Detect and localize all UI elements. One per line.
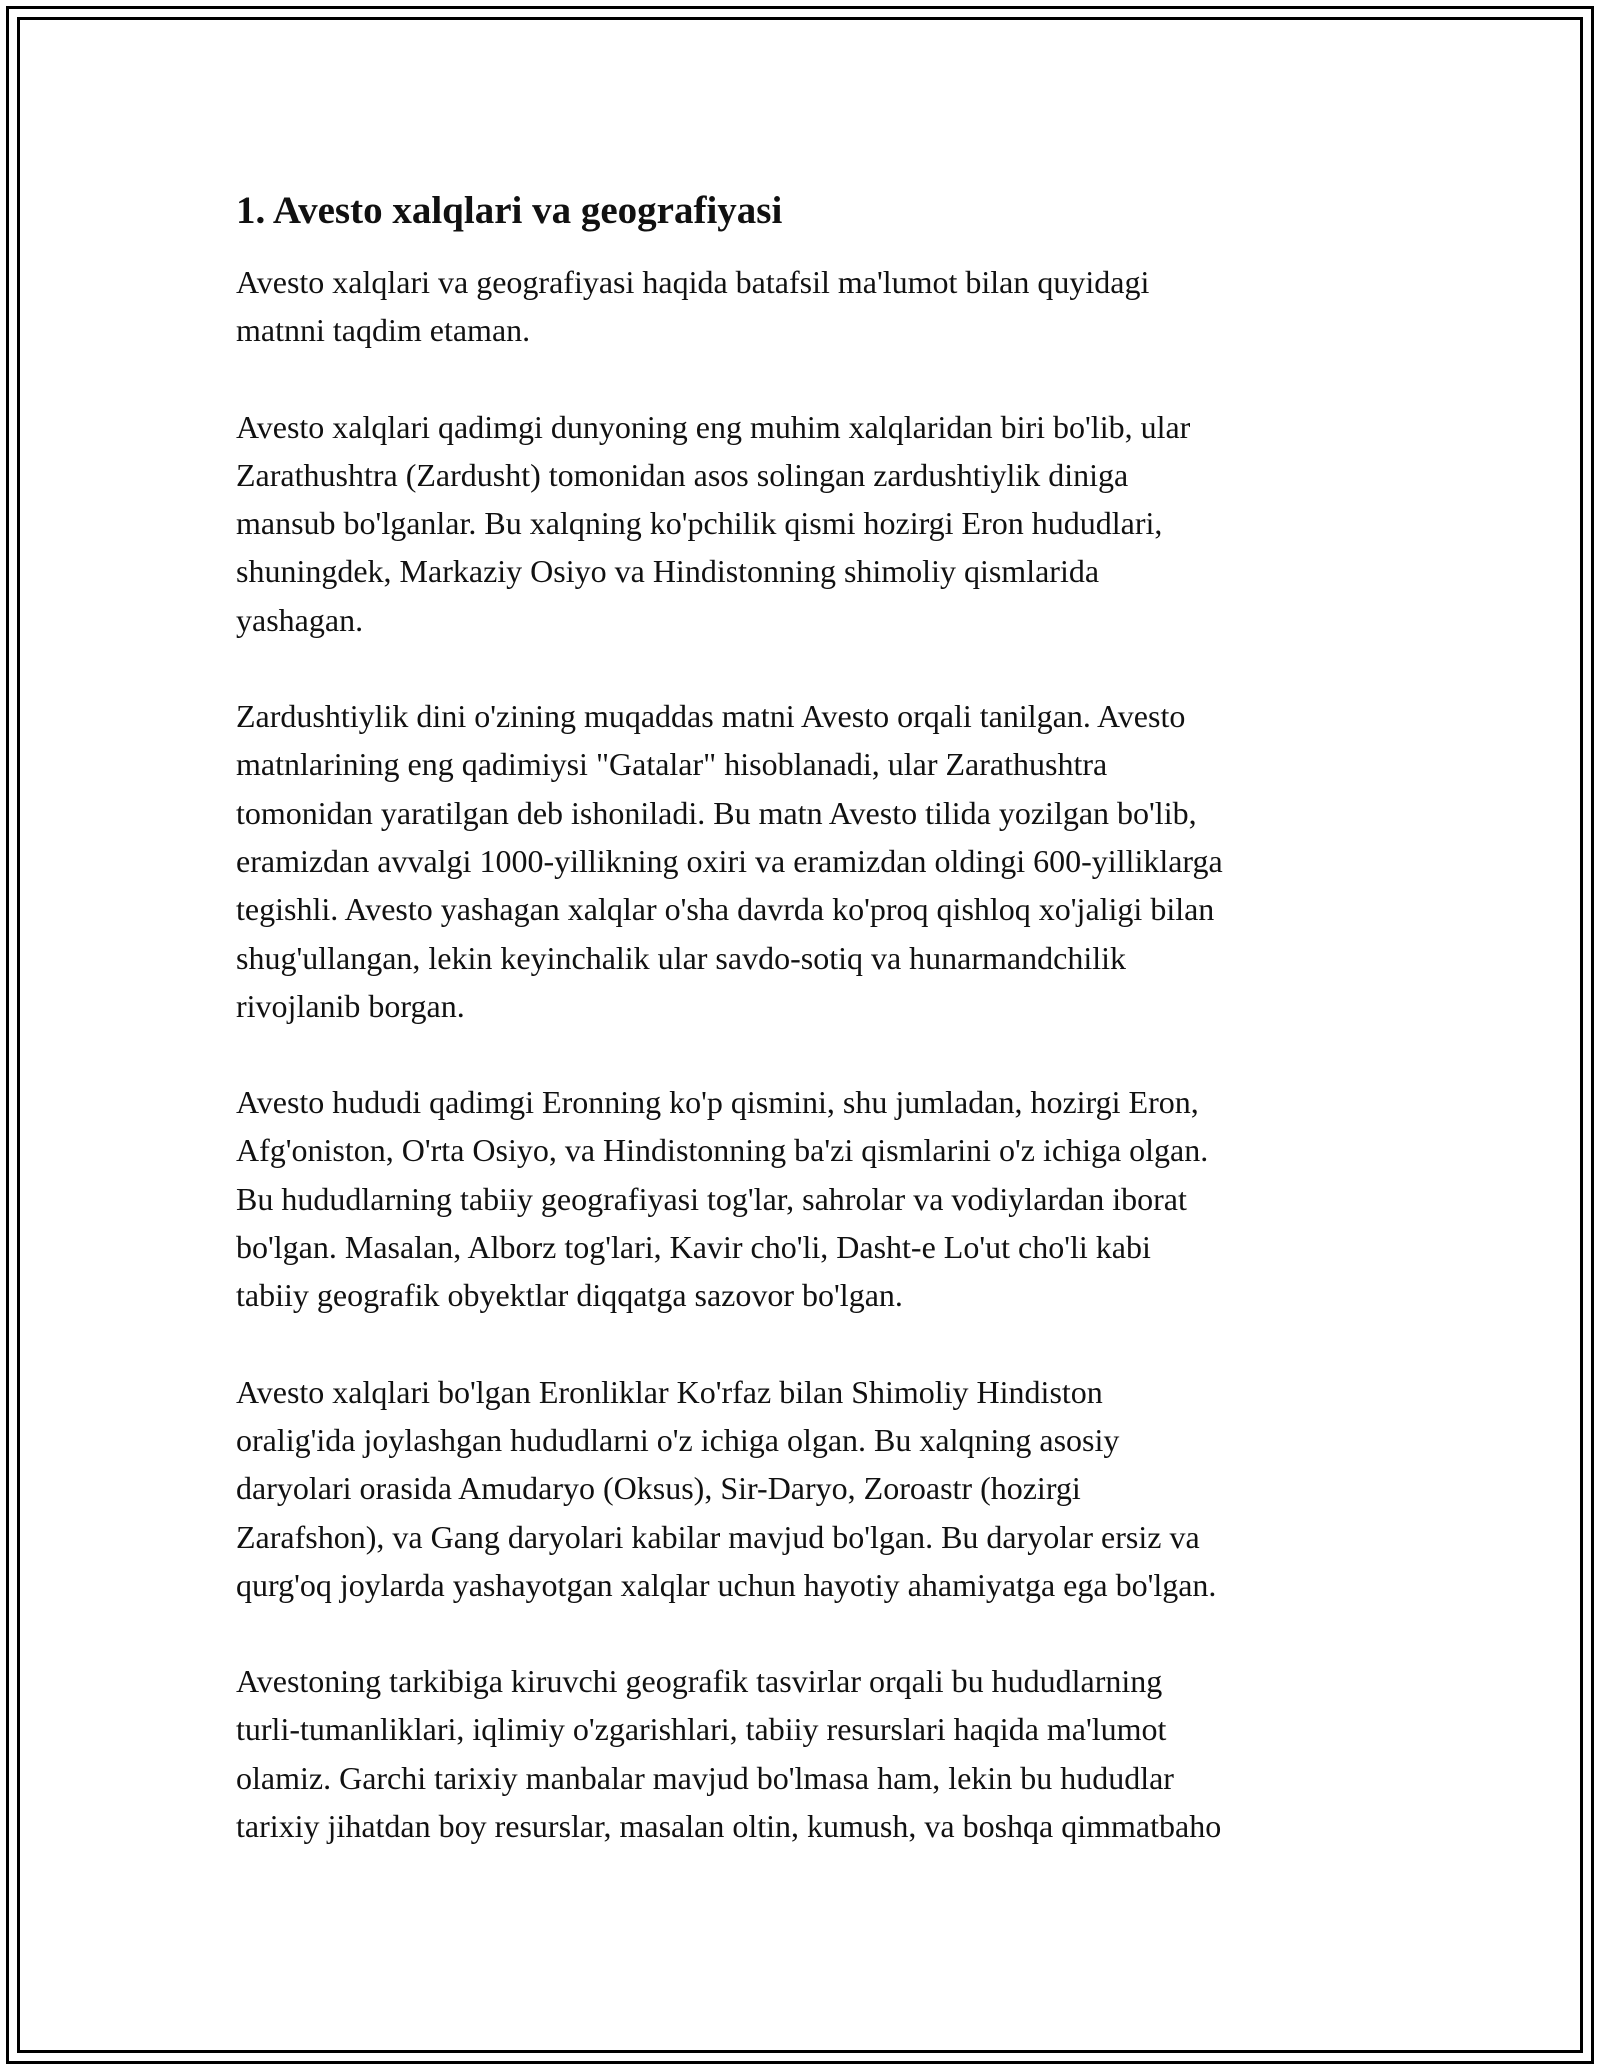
paragraph-avesto-peoples: Avesto xalqlari qadimgi dunyoning eng muhim xalqlaridan biri bo'lib, ular Zarathushtra (Zardusht) tomonidan asos solingan zardushtiylik diniga mansub bo'lganlar. Bu xalqning ko'pchilik qismi hozirgi Eron hududlari, shuningdek, Markaziy Osiyo va Hindistonning shimoliy qismlarida yashagan. <box>236 408 1191 638</box>
paragraph-avesto-territory: Avesto hududi qadimgi Eronning ko'p qismini, shu jumladan, hozirgi Eron, Afg'oniston, O'rta Osiyo, va Hindistonning ba'zi qismlarini o'z ichiga olgan. Bu hududlarning tabiiy geografiyasi tog'lar, sahrolar va vodiylardan iborat bo'lgan. Masalan, Alborz tog'lari, Kavir cho'li, Dasht-e Lo'ut cho'li kabi tabiiy geografik obyektlar diqqatga sazovor bo'lgan. <box>236 1084 1209 1314</box>
section-heading: 1. Avesto xalqlari va geografiyasi <box>236 189 783 232</box>
paragraph-rivers: Avesto xalqlari bo'lgan Eronliklar Ko'rfaz bilan Shimoliy Hindiston oralig'ida joylashgan hududlarni o'z ichiga olgan. Bu xalqning asosiy daryolari orasida Amudaryo (Oksus), Sir-Daryo, Zoroastr (hozirgi Zarafshon), va Gang daryolari kabilar mavjud bo'lgan. Bu daryolar ersiz va qurg'oq joylarda yashayotgan xalqlar uchun hayotiy ahamiyatga ega bo'lgan. <box>236 1373 1217 1603</box>
paragraph-zoroastrian-religion: Zardushtiylik dini o'zining muqaddas matni Avesto orqali tanilgan. Avesto matnlarining eng qadimiysi "Gatalar" hisoblanadi, ular Zarathushtra tomonidan yaratilgan deb ishoniladi. Bu matn Avesto tilida yozilgan bo'lib, eramizdan avvalgi 1000-yillikning oxiri va eramizdan oldingi 600-yilliklarga tegishli. Avesto yashagan xalqlar o'sha davrda ko'proq qishloq xo'jaligi bilan shug'ullangan, lekin keyinchalik ular savdo-sotiq va hunarmandchilik rivojlanib borgan. <box>236 698 1223 1024</box>
paragraph-geographic-descriptions: Avestoning tarkibiga kiruvchi geografik tasvirlar orqali bu hududlarning turli-tumanliklari, iqlimiy o'zgarishlari, tabiiy resurslari haqida ma'lumot olamiz. Garchi tarixiy manbalar mavjud bo'lmasa ham, lekin bu hududlar tarixiy jihatdan boy resurslar, masalan oltin, kumush, va boshqa qimmatbaho <box>236 1663 1222 1845</box>
document-body <box>236 186 1376 1898</box>
paragraph-intro: Avesto xalqlari va geografiyasi haqida batafsil ma'lumot bilan quyidagi matnni taqdim etaman. <box>236 264 1150 349</box>
